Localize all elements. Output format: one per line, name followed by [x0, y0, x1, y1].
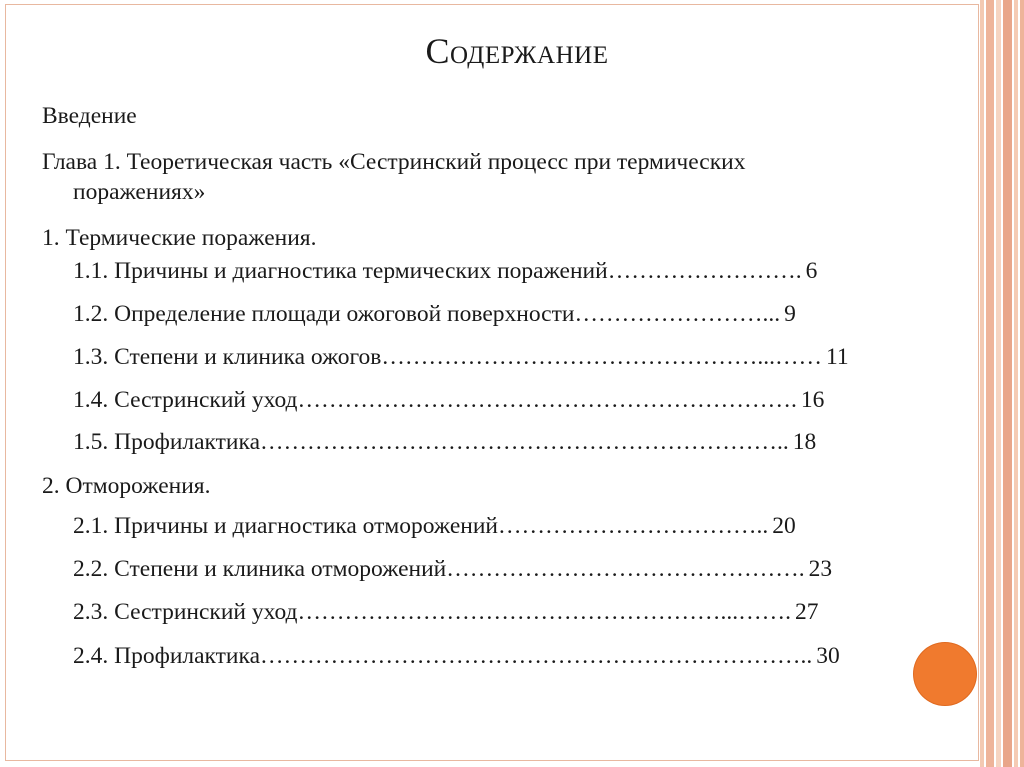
toc-item	[73, 298, 796, 330]
toc-section-1: 1. Термические поражения.	[42, 225, 317, 251]
toc-section-2: 2. Отморожения.	[42, 473, 211, 499]
toc-item-label: 2.1. Причины и диагностика отморожений	[73, 513, 498, 539]
toc-item-page: 11	[826, 344, 849, 370]
toc-item-page: 6	[805, 258, 818, 284]
toc-item-leader: ……………………………………………………………..	[260, 643, 813, 669]
toc-item-page: 16	[800, 387, 825, 413]
toc-item	[73, 341, 849, 373]
toc-item	[73, 640, 840, 672]
toc-intro: Введение	[42, 103, 137, 129]
toc-item-label: 1.5. Профилактика	[73, 429, 261, 455]
toc-item	[73, 596, 819, 628]
toc-item-leader: ……………………………..	[498, 513, 769, 539]
toc-chapter1-line1: Глава 1. Теоретическая часть «Сестринский процесс при термических	[42, 149, 746, 175]
toc-item-label: 2.2. Степени и клиника отморожений	[73, 556, 447, 582]
toc-item-leader: …………………….	[607, 258, 802, 284]
decorative-stripes	[980, 0, 1024, 767]
toc-item-page: 27	[795, 599, 819, 625]
toc-item-label: 1.3. Степени и клиника ожогов	[73, 344, 382, 370]
toc-item-leader: ……………………………………………………….	[297, 387, 797, 413]
toc-item	[73, 553, 832, 585]
orange-circle-decoration	[914, 643, 976, 705]
toc-item-page: 23	[808, 556, 833, 582]
toc-item-label: 1.2. Определение площади ожоговой поверхности	[73, 301, 575, 327]
toc-item-page: 30	[816, 643, 840, 669]
toc-item-page: 9	[784, 301, 796, 327]
toc-item-leader: ………………………………………………...…….	[297, 599, 792, 625]
toc-item-label: 2.3. Сестринский уход	[73, 599, 298, 625]
toc-item	[73, 255, 817, 287]
toc-item	[73, 510, 796, 542]
toc-item-page: 18	[792, 429, 817, 455]
toc-item-leader: …………………………………………………………..	[260, 429, 789, 455]
page-title: Содержание	[425, 31, 609, 71]
toc-item-label: 1.1. Причины и диагностика термических поражений	[73, 258, 608, 284]
toc-item-page: 20	[772, 513, 796, 539]
toc-item-leader: …………………………………………...……	[381, 344, 823, 370]
toc-item	[73, 384, 824, 416]
toc-chapter1-line2: поражениях»	[73, 179, 206, 205]
toc-item-label: 2.4. Профилактика	[73, 643, 261, 669]
toc-item	[73, 426, 816, 458]
toc-item-leader: ……………………………………….	[446, 556, 805, 582]
toc-item-label: 1.4. Сестринский уход	[73, 387, 298, 413]
toc-item-leader: ……………………...	[574, 301, 781, 327]
